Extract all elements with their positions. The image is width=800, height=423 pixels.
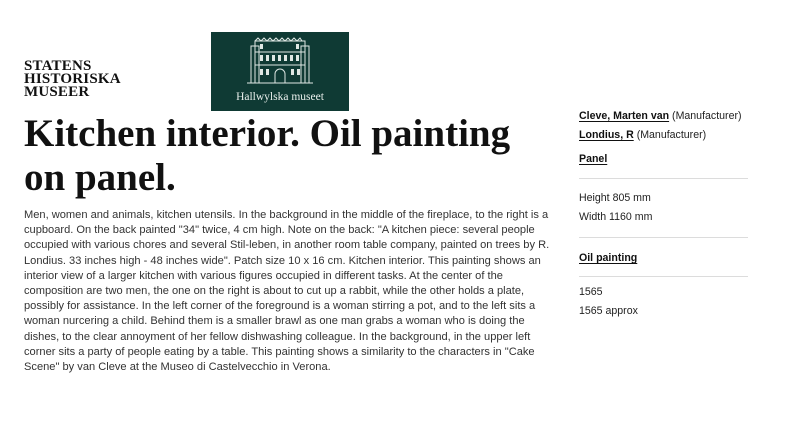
object-description: Men, women and animals, kitchen utensils. In the background in the middle of the fireplace, to the right is a cupboard. On the back painted "34" twice, 4 cm high. Note on the back: "A kitchen piece: several people occupied with various chores and several Stil-leben, in another room table company, painted on trees by R. Londius. 33 inches high - 48 inches wide". Patch size 10 x 16 cm. Kitchen interior. This painting shows an interior view of a larger kitchen with various figures occupied in different tasks. At the center of the composition are two men, the one on the right is about to cut up a rabbit, while the other holds a plate, possibly for assistance. In the left corner of the foreground is a woman stirring a pot, and to the left sits a woman nurcering a child. Behind them is a smaller brawl as one man grabs a woman who is doing the dishes, to the clear annoyment of her fellow dishwashing colleague. In the background, in the upper left corner sits a party of people eating by a table. This painting shows a similarity to the characters in "Cake Scene" by van Cleve at the Museo di Castelvecchio in Verona. [24, 209, 550, 374]
technique-link[interactable]: Oil painting [579, 252, 638, 264]
creator-link[interactable]: Cleve, Marten van [579, 110, 670, 122]
logo-line: HISTORISKA [24, 71, 121, 87]
logo-line: STATENS [24, 58, 92, 74]
date-value: 1565 [579, 286, 603, 298]
creator-row [579, 110, 742, 122]
hallwylska-museet-logo[interactable] [211, 32, 349, 111]
logo-line: MUSEER [24, 84, 90, 100]
date-approx: 1565 approx [579, 305, 638, 317]
divider [579, 276, 748, 277]
support-row [579, 153, 607, 165]
creator-role: (Manufacturer) [636, 129, 707, 141]
hallwyl-logo-text: Hallwylska museet [236, 91, 324, 103]
divider [579, 237, 748, 238]
divider [579, 178, 748, 179]
page-title: Kitchen interior. Oil painting on panel. [24, 112, 511, 199]
dimension-width: Width 1160 mm [579, 211, 653, 223]
support-link[interactable]: Panel [579, 153, 608, 165]
creator-row [579, 129, 706, 141]
creator-link[interactable]: Londius, R [579, 129, 634, 141]
creator-role: (Manufacturer) [672, 110, 742, 122]
statens-historiska-museer-logo[interactable] [24, 60, 121, 99]
technique-row [579, 252, 637, 264]
dimension-height: Height 805 mm [579, 192, 651, 204]
